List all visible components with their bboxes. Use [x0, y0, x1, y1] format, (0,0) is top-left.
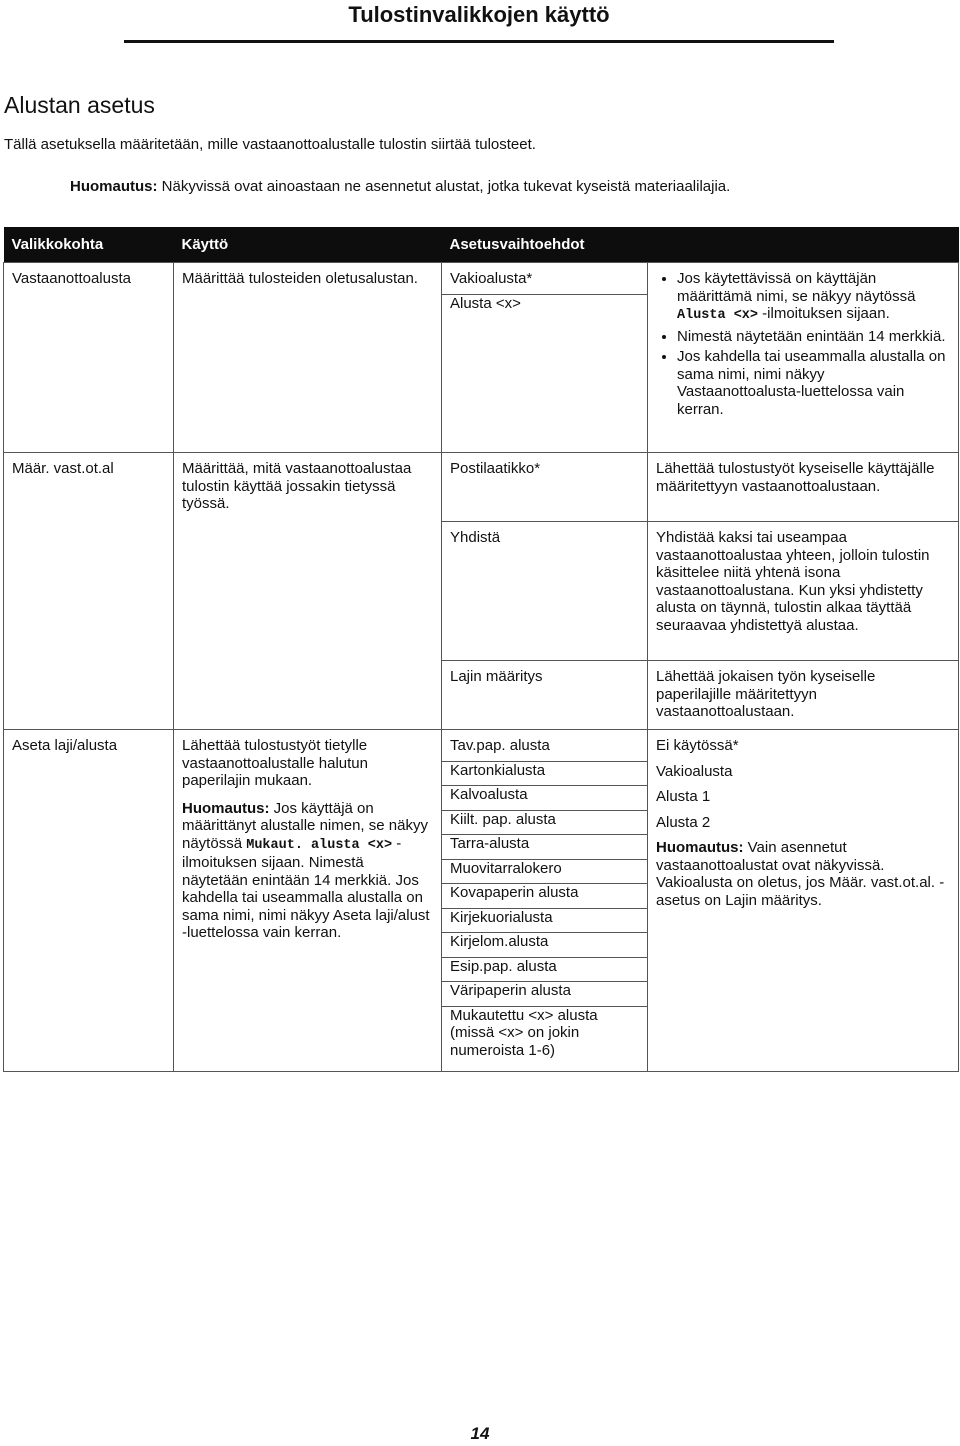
row2-item-cont [4, 661, 174, 730]
row3-item: Aseta laji/alusta [4, 730, 174, 1072]
header-use: Käyttö [174, 227, 442, 263]
list-item: Väripaperin alusta [442, 975, 647, 1007]
row1-option-1: Vakioalusta* [442, 263, 647, 295]
table-header-row [4, 227, 959, 263]
table-row [4, 730, 959, 1072]
row1-item: Vastaanottoalusta [4, 263, 174, 453]
list-item: Tav.pap. alusta [442, 730, 647, 762]
row1-bullet-list [656, 270, 950, 418]
list-item: Mukautettu <x> alusta (missä <x> on jokin numeroista 1-6) [450, 1006, 598, 1059]
list-item: • Jos kahdella tai useammalla alustalla on sama nimi, nimi näkyy Vastaanottoalusta-luettelossa vain kerran. [677, 348, 950, 418]
note-text: Näkyvissä ovat ainoastaan ne asennetut alustat, jotka tukevat kyseistä materiaalilajia. [157, 178, 731, 195]
list-item: Kartonkialusta [442, 755, 647, 787]
note-label: Huomautus: [70, 178, 158, 195]
row3-types [442, 730, 648, 1072]
page-header [124, 0, 834, 43]
list-item: Kalvoalusta [442, 779, 647, 811]
table-row [4, 522, 959, 661]
row2-item: Määr. vast.ot.al [4, 453, 174, 522]
code-text: Alusta <x> [677, 308, 759, 323]
row3-use-text: Lähettää tulostustyöt tietylle vastaanottoalustalle halutun paperilajin mukaan. [182, 737, 368, 789]
list-item: Muovitarralokero [442, 853, 647, 885]
page-header-title: Tulostinvalikkojen käyttö [348, 2, 610, 27]
note-label: Huomautus: [182, 799, 270, 817]
row2-option-3: Lajin määritys [442, 661, 648, 730]
list-item: Kirjelom.alusta [442, 926, 647, 958]
row3-values [648, 730, 959, 1072]
list-item: Tarra-alusta [442, 828, 647, 860]
section-title: Alustan asetus [4, 92, 155, 118]
list-item: Alusta 2 [656, 813, 711, 831]
header-options: Asetusvaihtoehdot [442, 227, 959, 263]
row2-item-cont [4, 522, 174, 661]
header-item: Valikkokohta [4, 227, 174, 263]
settings-table [3, 227, 959, 1072]
row2-desc-1: Lähettää tulostustyöt kyseiselle käyttäjälle määritettyyn vastaanottoalustaan. [648, 453, 959, 522]
list-item: • Jos käytettävissä on käyttäjän määrittämä nimi, se näkyy näytössä Alusta <x> -ilmoituksen sijaan. [677, 270, 950, 325]
list-item: Kiilt. pap. alusta [442, 804, 647, 836]
row2-option-1: Postilaatikko* [442, 453, 648, 522]
list-item: Kovapaperin alusta [442, 877, 647, 909]
list-item: • Nimestä näytetään enintään 14 merkkiä. [677, 328, 950, 346]
row1-option-2: Alusta <x> [450, 294, 521, 312]
table-row [4, 263, 959, 453]
row2-use-cont [174, 522, 442, 661]
list-item: Ei käytössä* [656, 737, 739, 754]
row2-use-cont [174, 661, 442, 730]
code-text: Mukaut. alusta <x> [246, 837, 393, 853]
row3-use-note: Huomautus: Jos käyttäjä on määrittänyt alustalle nimen, se näkyy näytössä Mukaut. alusta <x> -ilmoituksen sijaan. Nimestä näytetään enintään 14 merkkiä. Jos kahdella tai useammalla alustalla on sama nimi, nimi näkyy Aseta laji/alust -luettelossa vain kerran. [182, 799, 430, 941]
row2-option-2: Yhdistä [442, 522, 648, 661]
note [70, 178, 730, 195]
row3-use [174, 730, 442, 1072]
list-item: Alusta 1 [656, 788, 711, 805]
row1-notes [648, 263, 959, 453]
row1-use: Määrittää tulosteiden oletusalustan. [174, 263, 442, 453]
table-row [4, 661, 959, 730]
row3-values-note: Huomautus: Vain asennetut vastaanottoalustat ovat näkyvissä. Vakioalusta on oletus, jos Määr. vast.ot.al. -asetus on Lajin määritys. [656, 839, 945, 909]
intro-text: Tällä asetuksella määritetään, mille vastaanottoalustalle tulostin siirtää tulosteet. [4, 136, 536, 153]
row2-desc-3: Lähettää jokaisen työn kyseiselle paperilajille määritettyyn vastaanottoalustaan. [648, 661, 959, 730]
row2-desc-2: Yhdistää kaksi tai useampaa vastaanottoalustaa yhteen, jolloin tulostin käsittelee niitä yhtenä isona vastaanottoalustana. Kun yksi yhdistetty alusta on täynnä, tulostin alkaa täyttää seuraavaa yhdistettyä alustaa. [648, 522, 959, 661]
list-item: Esip.pap. alusta [442, 951, 647, 983]
row1-options [442, 263, 648, 453]
list-item: Kirjekuorialusta [442, 902, 647, 934]
row2-use: Määrittää, mitä vastaanottoalustaa tulostin käyttää jossakin tietyssä työssä. [174, 453, 442, 522]
list-item: Vakioalusta [656, 762, 733, 780]
page-number: 14 [470, 1424, 490, 1443]
note-label: Huomautus: [656, 839, 744, 856]
table-row [4, 453, 959, 522]
